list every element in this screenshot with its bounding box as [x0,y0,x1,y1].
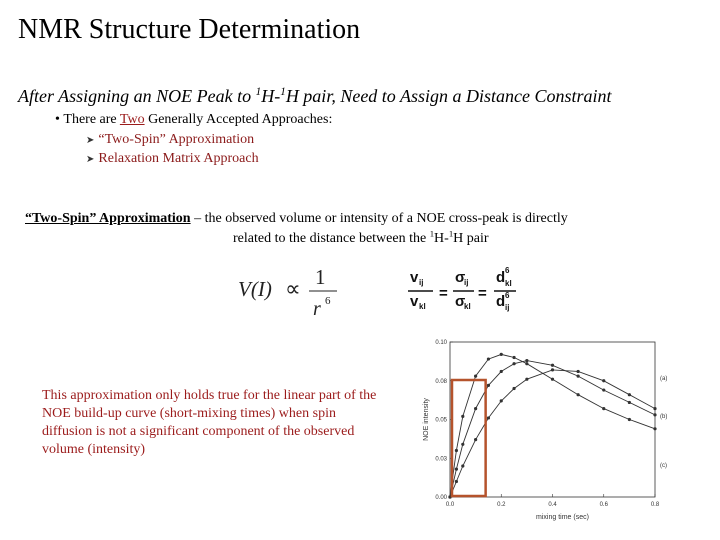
y-tick-label: 0.00 [435,495,447,501]
series-point [500,370,503,373]
x-tick-label: 0.0 [445,502,455,508]
series-point [455,480,458,483]
series-point [461,443,464,446]
formula-prop: ∝ [285,276,301,301]
series-point [487,384,490,387]
ratio-d-num-sub: kl [505,279,512,288]
series-point [500,399,503,402]
arrow-bullet-icon: ➤ [86,154,95,165]
series-label: (a) [660,376,668,382]
series-point [628,393,631,396]
x-tick-label: 0.6 [599,502,608,508]
bullet-two: Two [119,112,145,127]
slide-title: NMR Structure Determination [18,14,361,45]
x-tick-label: 0.8 [650,502,660,508]
definition-sup-2: 1 [448,228,454,239]
series-point [551,368,554,371]
ratio-d-den-exp: 6 [505,291,510,300]
series-point [525,378,528,381]
ratio-sigma-den: σ [455,293,466,310]
series-label: (b) [660,414,668,420]
definition-rest-2-mid: H- [434,231,449,246]
ratio-sigma-num-sub: ij [464,278,469,287]
series-point [653,413,656,416]
formula-den: r [313,298,321,320]
series-point [551,378,554,381]
y-tick-label: 0.05 [435,417,447,424]
ratio-v-num: v [410,269,419,286]
x-axis-label: mixing time (sec) [536,514,589,521]
ratio-v-den-sub: kl [419,302,426,311]
series-point [461,464,464,467]
sub-item-label: Relaxation Matrix Approach [98,151,259,166]
ratio-eq-1: = [439,285,448,302]
series-point [602,379,605,382]
series-point [551,364,554,367]
series-line-1 [450,354,655,497]
definition-rest-2-pre: related to the distance between the [233,231,430,246]
y-axis-label: NOE intensity [423,398,430,441]
ratio-d-num: d [496,269,506,286]
bullet-post: Generally Accepted Approaches: [144,112,333,127]
series-point [487,416,490,419]
definition-rest-2-post: H pair [453,231,489,246]
series-point [474,407,477,410]
y-tick-label: 0.10 [435,340,447,346]
series-point [487,357,490,360]
x-tick-label: 0.4 [548,502,557,508]
definition-sup-1: 1 [429,228,435,239]
series-line-3 [450,370,655,497]
arrow-bullet-icon: ➤ [86,135,95,146]
series-point [653,427,656,430]
ratio-sigma-den-sub: kl [464,302,471,311]
ratio-d-den-sub: ij [505,303,510,312]
proportionality-formula [238,265,337,320]
series-point [525,362,528,365]
series-point [577,393,580,396]
definition-rest-1: – the observed volume or intensity of a NOE cross-peak is directly [190,211,568,226]
y-tick-label: 0.08 [435,378,447,385]
series-point [602,407,605,410]
ratio-formula [408,266,516,312]
series-point [455,449,458,452]
noe-buildup-chart [423,340,667,521]
series-point [512,387,515,390]
bullet-pre: There are [63,112,120,127]
approximation-note: This approximation only holds true for the linear part of the NOE build-up curve (short-mixing times) when spin diffusion is not a significant component of the observed volume (intensity) [42,388,377,457]
series-point [474,375,477,378]
subtitle-h1: H- [261,86,281,106]
series-point [525,359,528,362]
ratio-d-den: d [496,293,506,310]
subtitle-pre: After Assigning an NOE Peak to [18,86,256,106]
formula-lhs: V(I) [238,277,272,301]
series-point [628,401,631,404]
x-tick-label: 0.2 [497,502,506,508]
series-point [474,438,477,441]
subtitle-sup-1: 1 [255,86,262,98]
series-point [512,356,515,359]
series-point [577,375,580,378]
subtitle-post: H pair, Need to Assign a Distance Constraint [285,86,612,106]
sub-item-label: “Two-Spin” Approximation [98,132,255,147]
subtitle-sup-2: 1 [280,86,286,98]
series-point [602,388,605,391]
formula-exp: 6 [325,295,331,307]
series-point [461,415,464,418]
series-point [653,407,656,410]
ratio-v-num-sub: ij [419,278,424,287]
y-tick-label: 0.03 [435,456,447,463]
approaches-bullet: • There are Two Generally Accepted Approaches: [55,112,333,127]
ratio-d-num-exp: 6 [505,266,510,275]
series-point [455,468,458,471]
series-point [500,353,503,356]
series-point [628,418,631,421]
ratio-sigma-num: σ [455,269,466,286]
series-point [512,362,515,365]
series-point [577,370,580,373]
formula-num: 1 [315,265,326,289]
ratio-eq-2: = [478,285,487,302]
definition-term: “Two-Spin” Approximation [25,211,191,226]
series-label: (c) [660,463,667,469]
ratio-v-den: v [410,293,419,310]
